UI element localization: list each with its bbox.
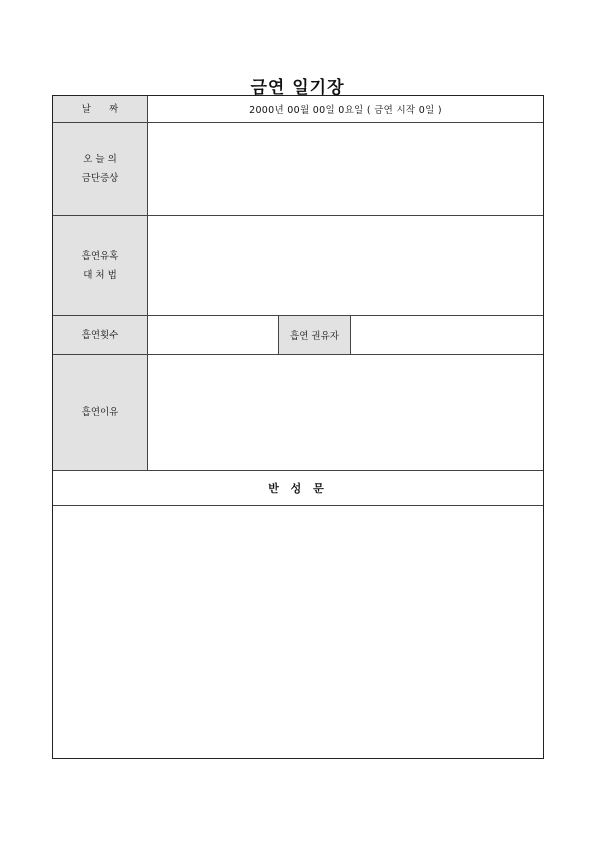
date-label	[53, 96, 148, 122]
recommender-input-area[interactable]	[351, 316, 543, 355]
symptoms-label-line2: 금단증상	[81, 173, 119, 184]
reason-label-text: 흡연이유	[81, 407, 119, 418]
symptoms-input-area[interactable]	[148, 123, 543, 215]
reason-label	[53, 355, 148, 470]
symptoms-row	[53, 123, 543, 216]
recommender-label-text: 흡연 권유자	[290, 331, 339, 342]
temptation-input-area[interactable]	[148, 216, 543, 315]
recommender-label	[278, 316, 351, 354]
reason-input-area[interactable]	[148, 355, 543, 470]
page-title: 금연 일기장	[250, 78, 345, 98]
date-label-text: 날 짜	[81, 103, 119, 115]
count-label-text: 흡연횟수	[81, 329, 119, 341]
reflection-title: 반 성 문	[268, 482, 328, 495]
reason-row	[53, 355, 543, 471]
temptation-row	[53, 216, 543, 316]
symptoms-label-line1: 오 늘 의	[83, 154, 117, 165]
temptation-label-line2: 대 처 법	[83, 269, 117, 281]
symptoms-label	[53, 123, 148, 215]
temptation-label-line1: 흡연유혹	[81, 250, 119, 262]
reflection-header	[53, 471, 543, 506]
date-row	[53, 96, 543, 123]
count-label	[53, 316, 148, 354]
diary-form	[52, 95, 544, 759]
temptation-label	[53, 216, 148, 315]
date-value-cell[interactable]	[148, 96, 543, 122]
date-value: 2000년 00월 00일 0요일 ( 금연 시작 0일 )	[249, 105, 442, 116]
reflection-input-area[interactable]	[53, 506, 543, 758]
